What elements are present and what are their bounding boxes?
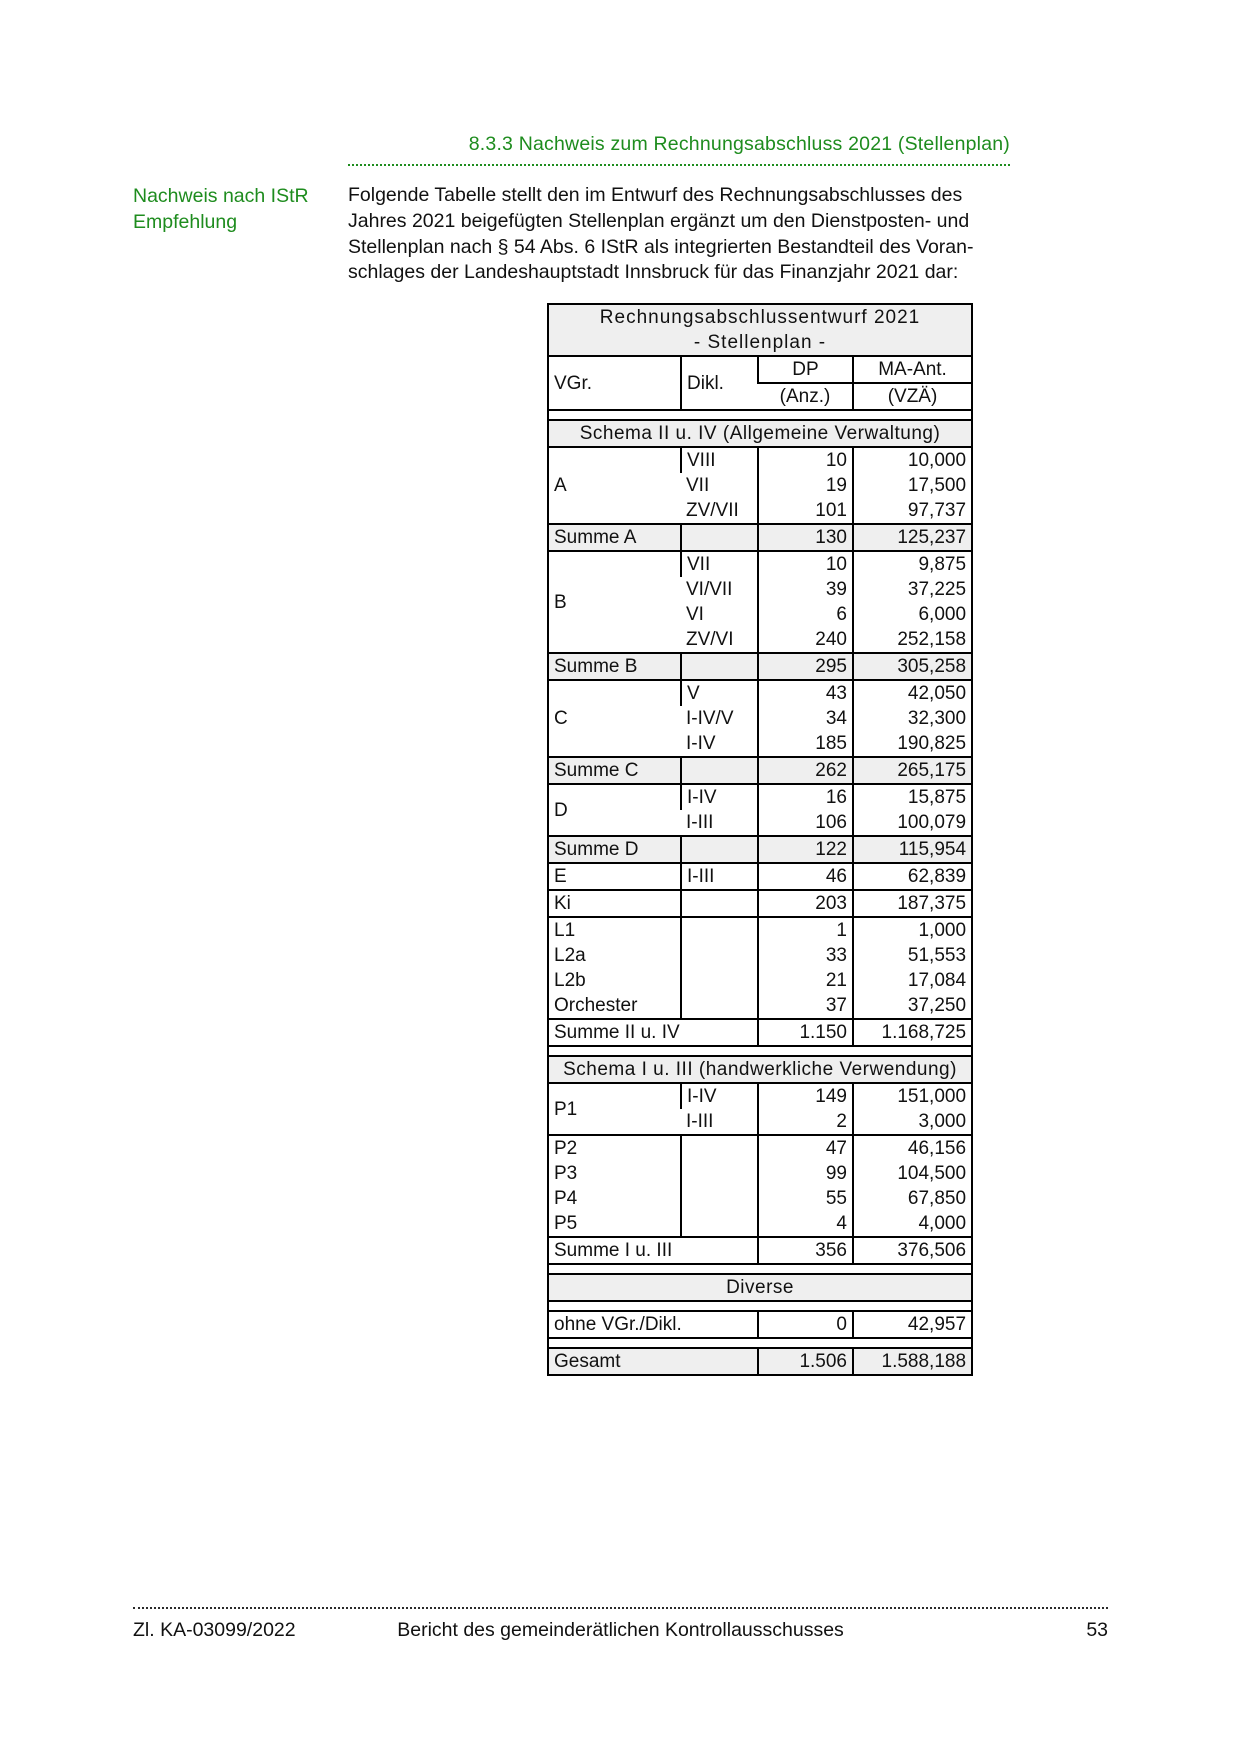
table-row bbox=[548, 1083, 972, 1109]
cell-ma: 125,237 bbox=[853, 524, 972, 551]
cell-dikl: ZV/VII bbox=[686, 500, 739, 521]
cell-vgr: Orchester bbox=[554, 995, 638, 1016]
cell-vgr: P4 bbox=[554, 1188, 578, 1209]
cell-ma: 104,500 bbox=[853, 1161, 972, 1186]
section-band: Diverse bbox=[548, 1274, 972, 1301]
paragraph-line: Folgende Tabelle stellt den im Entwurf des Rechnungsabschlusses des bbox=[348, 184, 963, 206]
section-heading: 8.3.3 Nachweis zum Rechnungsabschluss 2021 (Stellenplan) bbox=[468, 133, 1010, 155]
cell-vgr: P2 bbox=[548, 1135, 681, 1161]
table-row bbox=[548, 1211, 972, 1237]
cell-dp: 2 bbox=[758, 1109, 853, 1135]
cell-sum-label: ohne VGr./Dikl. bbox=[548, 1311, 758, 1338]
cell-ma: 51,553 bbox=[853, 943, 972, 968]
col-header-vgr: VGr. bbox=[548, 356, 681, 410]
cell-dp: 295 bbox=[758, 653, 853, 680]
cell-vgr: L2a bbox=[554, 945, 586, 966]
table-row bbox=[548, 784, 972, 810]
cell-dikl bbox=[681, 1186, 758, 1211]
cell-dp: 33 bbox=[758, 943, 853, 968]
cell-sum-label: Summe I u. III bbox=[548, 1237, 758, 1264]
table-row bbox=[548, 524, 972, 551]
cell-sum-label: Summe II u. IV bbox=[548, 1019, 758, 1046]
page-footer bbox=[133, 1619, 1108, 1642]
footer-page-number: 53 bbox=[1086, 1619, 1109, 1641]
cell-ma: 32,300 bbox=[853, 706, 972, 731]
cell-dikl: ZV/VI bbox=[686, 629, 734, 650]
cell-dp: 16 bbox=[758, 784, 853, 810]
cell-ma: 151,000 bbox=[853, 1083, 972, 1109]
cell-dp: 130 bbox=[758, 524, 853, 551]
cell-dikl: I-IV bbox=[681, 1083, 758, 1109]
cell-sum-label: Summe D bbox=[548, 836, 681, 863]
cell-dikl: VI/VII bbox=[686, 579, 733, 600]
cell-dikl bbox=[681, 943, 758, 968]
col-header-dp: DP bbox=[758, 356, 853, 383]
footer-dotted-rule bbox=[133, 1607, 1108, 1609]
cell-ma: 1.588,188 bbox=[853, 1348, 972, 1375]
paragraph-line: Jahres 2021 beigefügten Stellenplan ergänzt um den Dienstposten- und bbox=[348, 209, 970, 232]
cell-ma: 305,258 bbox=[853, 653, 972, 680]
cell-dikl: VII bbox=[681, 551, 758, 577]
table-row bbox=[548, 993, 972, 1019]
cell-ma: 42,957 bbox=[853, 1311, 972, 1338]
margin-note-line: Empfehlung bbox=[133, 211, 238, 233]
body-paragraph bbox=[348, 183, 1028, 286]
cell-vgr: E bbox=[548, 863, 681, 890]
table-row bbox=[548, 968, 972, 993]
stellenplan-table-body bbox=[548, 304, 972, 1375]
col-header-ma: MA-Ant. bbox=[853, 356, 972, 383]
cell-vgr: L1 bbox=[548, 917, 681, 943]
cell-sum-label: Summe C bbox=[548, 757, 681, 784]
spacer-cell bbox=[548, 1264, 972, 1274]
cell-ma: 115,954 bbox=[853, 836, 972, 863]
table-row bbox=[548, 1311, 972, 1338]
cell-ma: 187,375 bbox=[853, 890, 972, 917]
cell-ma: 9,875 bbox=[853, 551, 972, 577]
cell-dp: 262 bbox=[758, 757, 853, 784]
table-row bbox=[548, 420, 972, 447]
table-row bbox=[548, 1135, 972, 1161]
cell-ma: 265,175 bbox=[853, 757, 972, 784]
table-title: Rechnungsabschlussentwurf 2021 bbox=[599, 307, 921, 328]
cell-ma: 100,079 bbox=[853, 810, 972, 836]
table-row bbox=[548, 447, 972, 473]
cell-dp: 6 bbox=[758, 602, 853, 627]
table-row bbox=[548, 917, 972, 943]
cell-dikl: VII bbox=[686, 475, 710, 496]
table-title-row bbox=[548, 304, 972, 356]
cell-ma: 46,156 bbox=[853, 1135, 972, 1161]
table-row bbox=[548, 1338, 972, 1348]
cell-dikl bbox=[681, 1161, 758, 1186]
margin-note bbox=[133, 183, 343, 235]
cell-dp: 55 bbox=[758, 1186, 853, 1211]
cell-dikl: I-III bbox=[681, 863, 758, 890]
table-row bbox=[548, 943, 972, 968]
cell-vgr: L2b bbox=[554, 970, 586, 991]
section-band: Schema I u. III (handwerkliche Verwendung) bbox=[548, 1056, 972, 1083]
cell-dikl: VI bbox=[686, 604, 704, 625]
table-row bbox=[548, 1186, 972, 1211]
footer-title: Bericht des gemeinderätlichen Kontrollausschusses bbox=[397, 1619, 844, 1641]
cell-ma: 1.168,725 bbox=[853, 1019, 972, 1046]
cell-vgr: P5 bbox=[554, 1213, 578, 1234]
cell-dp: 356 bbox=[758, 1237, 853, 1264]
table-row bbox=[548, 1274, 972, 1301]
table-title-cell bbox=[548, 304, 972, 356]
cell-sum-label: Gesamt bbox=[548, 1348, 758, 1375]
cell-dp: 149 bbox=[758, 1083, 853, 1109]
footer-reference: Zl. KA-03099/2022 bbox=[133, 1619, 296, 1641]
spacer-cell bbox=[548, 1338, 972, 1348]
cell-vgr: B bbox=[548, 551, 681, 653]
cell-ma: 37,250 bbox=[853, 993, 972, 1019]
cell-dikl: I-III bbox=[686, 812, 714, 833]
cell-dp: 10 bbox=[758, 447, 853, 473]
table-row bbox=[548, 1264, 972, 1274]
cell-dp: 0 bbox=[758, 1311, 853, 1338]
table-row bbox=[548, 1161, 972, 1186]
cell-dikl bbox=[681, 524, 758, 551]
cell-dp: 10 bbox=[758, 551, 853, 577]
cell-dikl bbox=[681, 890, 758, 917]
cell-vgr: A bbox=[548, 447, 681, 524]
cell-vgr: P3 bbox=[554, 1163, 578, 1184]
cell-dp: 19 bbox=[758, 473, 853, 498]
cell-dikl: I-IV bbox=[681, 784, 758, 810]
cell-ma: 10,000 bbox=[853, 447, 972, 473]
cell-vgr: Ki bbox=[548, 890, 681, 917]
cell-ma: 42,050 bbox=[853, 680, 972, 706]
cell-sum-label: Summe A bbox=[548, 524, 681, 551]
cell-dp: 47 bbox=[758, 1135, 853, 1161]
cell-dp: 34 bbox=[758, 706, 853, 731]
cell-ma: 67,850 bbox=[853, 1186, 972, 1211]
cell-dp: 240 bbox=[758, 627, 853, 653]
cell-dikl: VIII bbox=[681, 447, 758, 473]
table-row bbox=[548, 890, 972, 917]
table-row bbox=[548, 1348, 972, 1375]
cell-dp: 1 bbox=[758, 917, 853, 943]
cell-dikl bbox=[681, 1211, 758, 1237]
table-row bbox=[548, 1237, 972, 1264]
table-row bbox=[548, 757, 972, 784]
cell-ma: 17,084 bbox=[853, 968, 972, 993]
cell-dikl bbox=[681, 968, 758, 993]
cell-dp: 21 bbox=[758, 968, 853, 993]
cell-dp: 99 bbox=[758, 1161, 853, 1186]
paragraph-line: schlages der Landeshauptstadt Innsbruck für das Finanzjahr 2021 dar: bbox=[348, 261, 959, 284]
cell-ma: 4,000 bbox=[853, 1211, 972, 1237]
cell-dikl bbox=[681, 1135, 758, 1161]
cell-dp: 122 bbox=[758, 836, 853, 863]
table-row bbox=[548, 1019, 972, 1046]
margin-note-line: Nachweis nach IStR bbox=[133, 185, 309, 207]
table-subtitle: - Stellenplan - bbox=[693, 332, 827, 353]
cell-dp: 37 bbox=[758, 993, 853, 1019]
cell-dp: 4 bbox=[758, 1211, 853, 1237]
table-row bbox=[548, 1046, 972, 1056]
table-row bbox=[548, 836, 972, 863]
cell-dikl bbox=[681, 993, 758, 1019]
cell-dikl: V bbox=[681, 680, 758, 706]
col-header-dikl: Dikl. bbox=[681, 356, 758, 410]
cell-dp: 101 bbox=[758, 498, 853, 524]
cell-ma: 376,506 bbox=[853, 1237, 972, 1264]
cell-sum-label: Summe B bbox=[548, 653, 681, 680]
cell-ma: 6,000 bbox=[853, 602, 972, 627]
section-band: Schema II u. IV (Allgemeine Verwaltung) bbox=[548, 420, 972, 447]
stellenplan-table bbox=[547, 303, 973, 1376]
table-row bbox=[548, 863, 972, 890]
table-row bbox=[548, 653, 972, 680]
cell-ma: 37,225 bbox=[853, 577, 972, 602]
stellenplan-table-container bbox=[547, 303, 973, 1376]
paragraph-line: Stellenplan nach § 54 Abs. 6 IStR als integrierten Bestandteil des Voran- bbox=[348, 235, 974, 258]
spacer-cell bbox=[548, 1046, 972, 1056]
cell-ma: 15,875 bbox=[853, 784, 972, 810]
cell-dikl: I-IV/V bbox=[686, 708, 734, 729]
cell-ma: 62,839 bbox=[853, 863, 972, 890]
spacer-cell bbox=[548, 1301, 972, 1311]
cell-vgr: C bbox=[548, 680, 681, 757]
cell-ma: 97,737 bbox=[853, 498, 972, 524]
table-row bbox=[548, 1301, 972, 1311]
cell-ma: 3,000 bbox=[853, 1109, 972, 1135]
cell-vgr: P1 bbox=[548, 1083, 681, 1135]
cell-dikl bbox=[681, 653, 758, 680]
col-header-dp-unit: (Anz.) bbox=[758, 383, 853, 410]
cell-dikl: I-IV bbox=[686, 733, 716, 754]
table-row bbox=[548, 1056, 972, 1083]
cell-dp: 1.506 bbox=[758, 1348, 853, 1375]
cell-dikl bbox=[681, 836, 758, 863]
cell-dp: 1.150 bbox=[758, 1019, 853, 1046]
cell-dp: 43 bbox=[758, 680, 853, 706]
cell-vgr: D bbox=[548, 784, 681, 836]
heading-dotted-rule bbox=[348, 164, 1010, 166]
cell-dikl bbox=[681, 757, 758, 784]
cell-dikl bbox=[681, 917, 758, 943]
cell-dp: 203 bbox=[758, 890, 853, 917]
cell-dp: 185 bbox=[758, 731, 853, 757]
cell-dp: 39 bbox=[758, 577, 853, 602]
cell-ma: 17,500 bbox=[853, 473, 972, 498]
table-row bbox=[548, 680, 972, 706]
cell-dikl: I-III bbox=[686, 1111, 714, 1132]
table-row bbox=[548, 410, 972, 420]
table-row bbox=[548, 551, 972, 577]
cell-ma: 190,825 bbox=[853, 731, 972, 757]
col-header-ma-unit: (VZÄ) bbox=[853, 383, 972, 410]
column-header-row bbox=[548, 356, 972, 383]
spacer-cell bbox=[548, 410, 972, 420]
cell-ma: 1,000 bbox=[853, 917, 972, 943]
cell-dp: 46 bbox=[758, 863, 853, 890]
cell-ma: 252,158 bbox=[853, 627, 972, 653]
cell-dp: 106 bbox=[758, 810, 853, 836]
